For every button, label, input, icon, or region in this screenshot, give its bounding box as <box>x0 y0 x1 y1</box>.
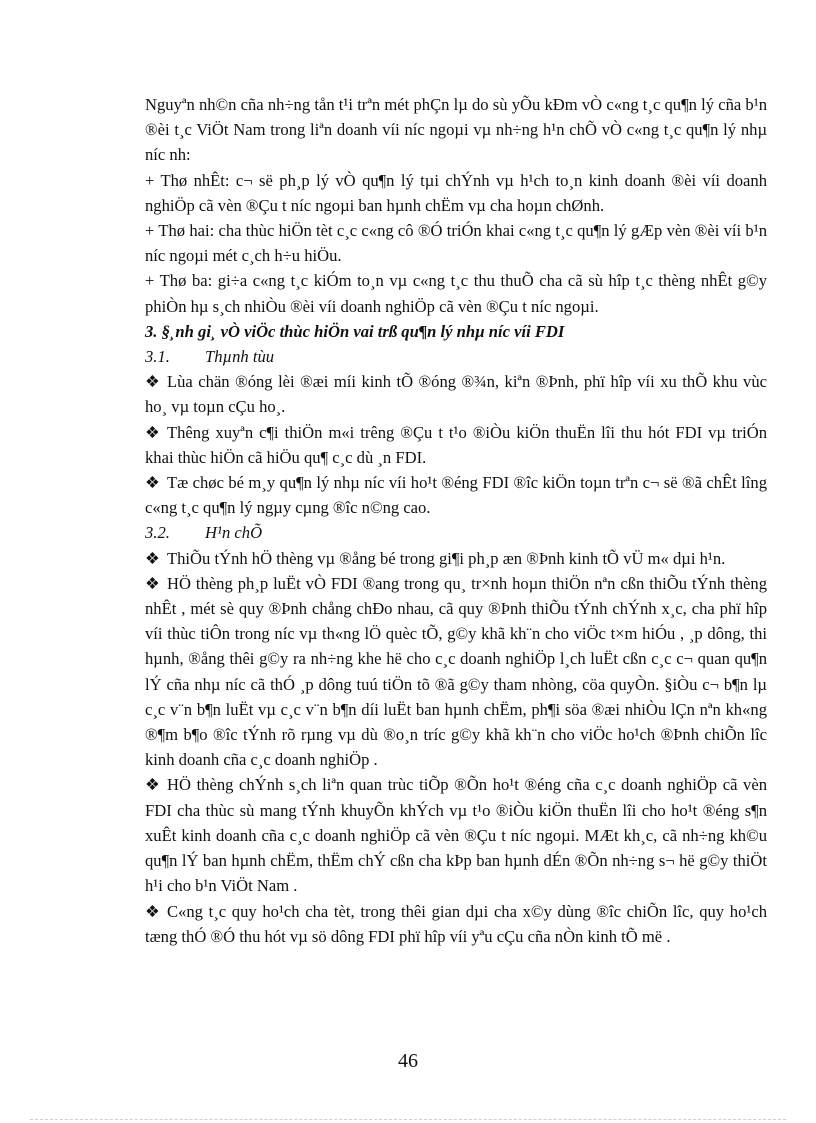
diamond-bullet-icon: ❖ <box>145 901 160 921</box>
bullet-text: HÖ thèng ph¸p luËt vÒ FDI ®ang trong qu¸ tr×nh hoµn thiÖn nªn cßn thiÕu tÝnh thèng nhÊt , mét sè quy ®Þnh chång chÐo nhau, cã quy ®Þnh thiÕu tÝnh chÝnh x¸c, cha phï hîp víi thùc tiÔn trong níc vµ th«ng lÖ quèc tÕ, g©y khã kh¨n cho viÖc t×m hiÓu , ¸p dông, thi hµnh, ®ång thêi g©y ra nh÷ng khe hë cho c¸c doanh nghiÖp l¸ch luËt cßn c¸c c¬ quan qu¶n lÝ cña nhµ níc cã thÓ ¸p dông tuú tiÖn tõ ®ã g©y tham nhòng, cöa quyÒn. §iÒu c¬ b¶n lµ c¸c v¨n b¶n luËt vµ c¸c v¨n b¶n díi luËt ban hµnh chËm, ph¶i söa ®æi nhiÒu lÇn nªn kh«ng ®¶m b¶o ®îc tÝnh rõ rµng vµ dù ®o¸n tríc g©y khã kh¨n cho viÖc ho¹ch ®Þnh chiÕn lîc kinh doanh cña c¸c doanh nghiÖp . <box>145 573 767 770</box>
paragraph-second: + Thø hai: cha thùc hiÖn tèt c¸c c«ng cô ®Ó triÓn khai c«ng t¸c qu¶n lý gÆp vèn ®èi víi b¹n níc ngoµi mét c¸ch h÷u hiÖu. <box>145 221 767 266</box>
bullet-item <box>145 772 767 898</box>
paragraph-first: + Thø nhÊt: c¬ së ph¸p lý vÒ qu¶n lý tµi chÝnh vµ h¹ch to¸n kinh doanh ®èi víi doanh nghiÖp cã vèn ®Çu t níc ngoµi ban hµnh chËm vµ cha hoµn chØnh. <box>145 170 767 215</box>
bullet-item <box>145 899 767 949</box>
bullet-text: Thêng xuyªn c¶i thiÖn m«i trêng ®Çu t t¹o ®iÒu kiÖn thuËn lîi thu hót FDI vµ triÓn khai thùc hiÖn cã hiÖu qu¶ c¸c dù ¸n FDI. <box>145 422 767 467</box>
diamond-bullet-icon: ❖ <box>145 548 160 568</box>
subsection-title: Thµnh tùu <box>205 347 275 367</box>
bullet-text: Lùa chän ®óng lèi ®æi míi kinh tÕ ®óng ®¾n, kiªn ®Þnh, phï hîp víi xu thÕ khu vùc ho¸ vµ toµn cÇu ho¸. <box>145 372 767 417</box>
subsection-title: H¹n chÕ <box>205 523 263 543</box>
paragraph-causes: Nguyªn nh©n cña nh÷ng tån t¹i trªn mét phÇn lµ do sù yÕu kÐm vÒ c«ng t¸c qu¶n lý cña b¹n ®èi t¸c ViÖt Nam trong liªn doanh víi níc ngoµi vµ nh÷ng h¹n chÕ vÒ c«ng t¸c qu¶n lý nhµ níc nh: <box>145 95 767 165</box>
bullet-item <box>145 546 767 571</box>
diamond-bullet-icon: ❖ <box>145 372 160 392</box>
diamond-bullet-icon: ❖ <box>145 573 160 593</box>
diamond-bullet-icon: ❖ <box>145 775 160 795</box>
diamond-bullet-icon: ❖ <box>145 473 160 493</box>
diamond-bullet-icon: ❖ <box>145 422 160 442</box>
subsection-number: 3.2. <box>145 523 170 543</box>
body-text <box>145 92 767 949</box>
subsection-number: 3.1. <box>145 347 170 367</box>
subsection-limitations <box>145 520 767 545</box>
bullet-text: C«ng t¸c quy ho¹ch cha tèt, trong thêi gian dµi cha x©y dùng ®îc chiÕn lîc, quy ho¹ch tæng thÓ ®Ó thu hót vµ sö dông FDI phï hîp víi yªu cÇu cña nÒn kinh tÕ më . <box>145 901 767 946</box>
paragraph-third: + Thø ba: gi÷a c«ng t¸c kiÓm to¸n vµ c«ng t¸c thu thuÕ cha cã sù hîp t¸c thèng nhÊt g©y phiÒn hµ s¸ch nhiÒu ®èi víi doanh nghiÖp cã vèn ®Çu t níc ngoµi. <box>145 271 767 316</box>
bullet-item <box>145 369 767 419</box>
bullet-text: Tæ chøc bé m¸y qu¶n lý nhµ níc víi ho¹t ®éng FDI ®îc kiÖn toµn trªn c¬ së ®ã chÊt lîng c«ng t¸c qu¶n lý ngµy cµng ®îc n©ng cao. <box>145 473 767 518</box>
bullet-item <box>145 420 767 470</box>
section-heading: 3. §¸nh gi¸ vÒ viÖc thùc hiÖn vai trß qu¶n lý nhµ níc víi FDI <box>145 321 565 341</box>
page-number: 46 <box>398 1050 418 1072</box>
subsection-achievements <box>145 344 767 369</box>
bullet-item <box>145 470 767 520</box>
bullet-text: ThiÕu tÝnh hÖ thèng vµ ®ång bé trong gi¶i ph¸p æn ®Þnh kinh tÕ vÜ m« dµi h¹n. <box>167 548 726 568</box>
bullet-text: HÖ thèng chÝnh s¸ch liªn quan trùc tiÕp ®Õn ho¹t ®éng cña c¸c doanh nghiÖp cã vèn FDI cha thùc sù mang tÝnh khuyÕn khÝch vµ t¹o ®iÒu kiÖn thuËn lîi cho ho¹t ®éng s¶n xuÊt kinh doanh cña c¸c doanh nghiÖp cã vèn ®Çu t níc ngoµi. MÆt kh¸c, cã nh÷ng kh©u qu¶n lÝ ban hµnh chËm, thËm chÝ cßn cha kÞp ban hµnh dÉn ®Õn nh÷ng s¬ hë g©y thiÖt h¹i cho b¹n ViÖt Nam . <box>145 775 767 896</box>
page-bottom-divider <box>30 1119 786 1120</box>
bullet-item <box>145 571 767 773</box>
